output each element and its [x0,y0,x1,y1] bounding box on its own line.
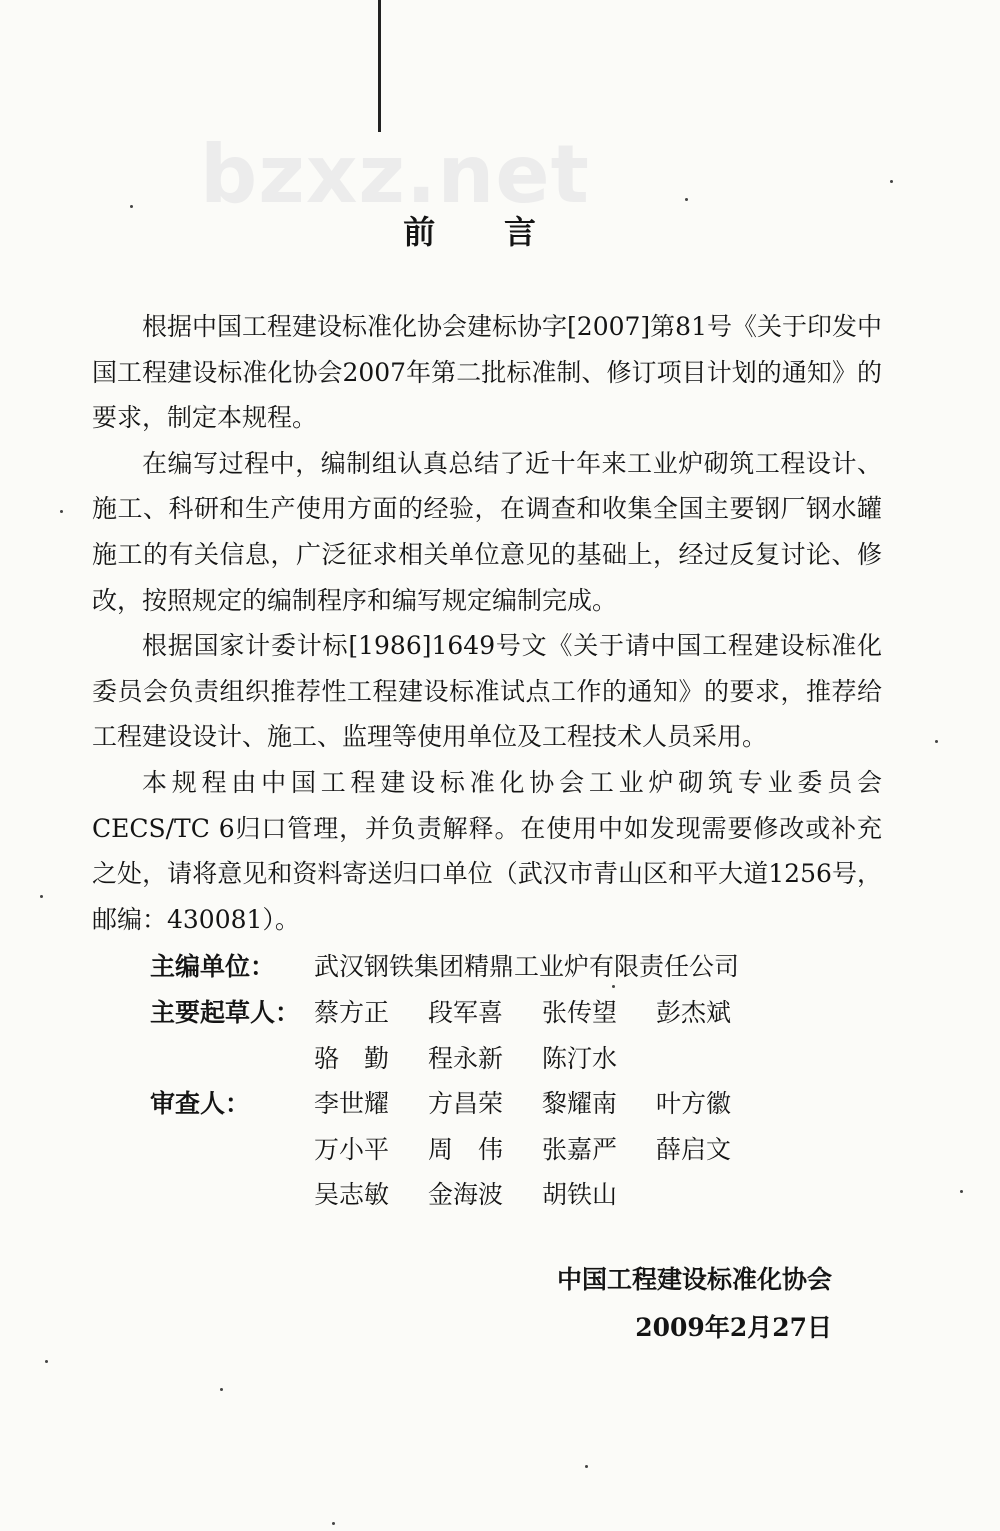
reviewers-list [314,1081,882,1218]
signoff-date: 2009年2月27日 [635,1313,832,1342]
scan-speck [960,1190,963,1193]
reviewer-name: 吴志敏 [314,1180,390,1210]
drafter-name: 程永新 [428,1043,504,1073]
drafter-name: 蔡方正 [314,997,390,1027]
reviewer-name: 薛启文 [656,1134,732,1164]
drafter-name: 张传望 [542,997,618,1027]
reviewer-name: 方昌荣 [428,1089,504,1119]
chief-editor-label: 主编单位： [150,952,276,982]
reviewer-name: 黎耀南 [542,1089,618,1119]
reviewer-name: 胡铁山 [542,1180,618,1210]
scan-speck [935,740,938,743]
reviewer-name: 叶方徽 [656,1089,732,1119]
scan-speck [585,1465,588,1468]
signoff-block [520,1256,832,1352]
paragraph-process: 在编写过程中，编制组认真总结了近十年来工业炉砌筑工程设计、施工、科研和生产使用方面的经验，在调查和收集全国主要钢厂钢水罐施工的有关信息，广泛征求相关单位意见的基础上，经过反复讨论、修改，按照规定的编制程序和编写规定编制完成。 [92,448,882,615]
drafter-name: 段军喜 [428,997,504,1027]
drafter-name: 彭杰斌 [656,997,732,1027]
paragraph-basis: 根据中国工程建设标准化协会建标协字[2007]第81号《关于印发中国工程建设标准化协会2007年第二批标准制、修订项目计划的通知》的要求，制定本规程。 [92,312,882,433]
watermark: bzxz.net [200,128,590,221]
scan-speck [332,1522,335,1525]
chief-editor-row [92,944,882,990]
page-title: 前 言 [403,213,565,252]
credits-block [92,944,882,1218]
reviewer-name: 周 伟 [428,1134,504,1164]
drafters-label: 主要起草人： [150,997,301,1027]
paragraph-recommendation: 根据国家计委计标[1986]1649号文《关于请中国工程建设标准化委员会负责组织推荐性工程建设标准试点工作的通知》的要求，推荐给工程建设设计、施工、监理等使用单位及工程技术人员采用。 [92,631,882,752]
reviewer-name: 李世耀 [314,1089,390,1119]
reviewer-name: 万小平 [314,1134,390,1164]
reviewers-label: 审查人： [150,1089,251,1119]
reviewer-name: 张嘉严 [542,1134,618,1164]
preface-body [92,304,882,1218]
scan-speck [45,1360,48,1363]
reviewer-name: 金海波 [428,1180,504,1210]
scan-speck [890,180,893,183]
drafter-name: 骆 勤 [314,1043,390,1073]
scan-speck [130,205,133,208]
reviewers-row [92,1081,882,1218]
scan-speck [612,985,615,988]
signoff-organization: 中国工程建设标准化协会 [556,1265,832,1294]
scan-speck [60,510,63,513]
drafter-name: 陈汀水 [542,1043,618,1073]
paragraph-management: 本规程由中国工程建设标准化协会工业炉砌筑专业委员会CECS/TC 6归口管理，并负责解释。在使用中如发现需要修改或补充之处，请将意见和资料寄送归口单位（武汉市青山区和平大道1256号，邮编：430081）。 [92,767,882,934]
scan-binding-mark [378,0,381,132]
scan-speck [220,1388,223,1391]
scan-speck [40,895,43,898]
drafters-list [314,990,882,1081]
chief-editor-value: 武汉钢铁集团精鼎工业炉有限责任公司 [314,952,740,982]
scan-speck [685,198,688,201]
drafters-row [92,990,882,1081]
